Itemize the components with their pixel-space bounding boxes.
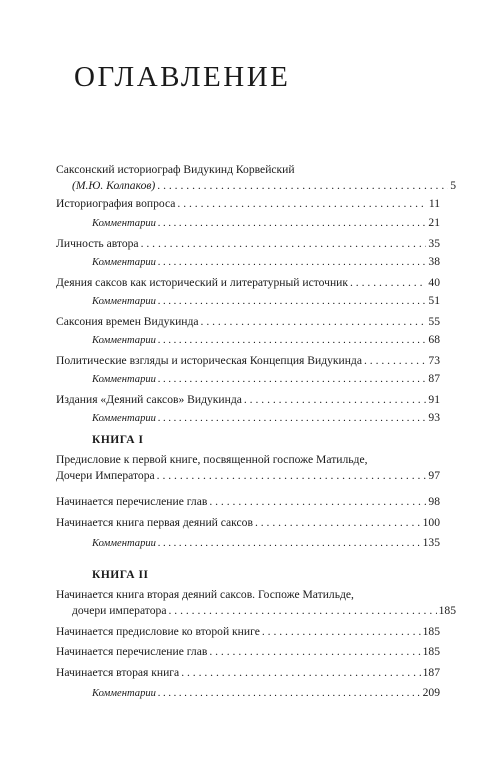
toc-entry[interactable]: [56, 452, 440, 483]
page-number: 135: [422, 536, 440, 549]
toc-entry-title: Историография вопроса: [56, 197, 176, 210]
toc-entry-row: [56, 665, 440, 680]
dot-leader: [141, 236, 427, 251]
toc-entry-row: [92, 410, 440, 426]
toc-entry-title: Личность автора: [56, 237, 139, 250]
toc-entry[interactable]: [56, 587, 456, 618]
toc-entry-row: [92, 535, 440, 551]
dot-leader: [244, 392, 427, 407]
toc-entry-row: [56, 236, 440, 251]
toc-entry-title-line: Начинается книга вторая деяний саксов. Госпоже Матильде,: [56, 588, 354, 601]
toc-entry-title: Начинается перечисление глав: [56, 645, 208, 658]
toc-entry-title: Комментарии: [92, 374, 156, 385]
toc-entry[interactable]: [56, 644, 440, 659]
toc-entry-title: Комментарии: [92, 218, 156, 229]
page-number: 100: [422, 516, 440, 529]
page-number: 21: [428, 216, 440, 229]
page-number: 187: [422, 666, 440, 679]
toc-entry-title: Комментарии: [92, 296, 156, 307]
toc-entry-row: [56, 314, 440, 329]
toc-entry-row: [56, 392, 440, 407]
dot-leader: [168, 603, 436, 618]
toc-entry-title: Комментарии: [92, 413, 156, 424]
toc-entry-title: Деяния саксов как исторический и литературный источник: [56, 276, 348, 289]
toc-entry-row: [56, 275, 440, 290]
toc-entry-title: Начинается перечисление глав: [56, 495, 208, 508]
toc-entry-title: Дочери Императора: [56, 469, 155, 482]
toc-entry-row: [56, 603, 456, 618]
page-number: 68: [428, 333, 440, 346]
page-number: 185: [438, 604, 456, 617]
dot-leader: [364, 353, 426, 368]
toc-entry-row: [56, 196, 440, 211]
dot-leader: [255, 515, 421, 530]
toc-entry-title: Комментарии: [92, 688, 156, 699]
page-number: 98: [428, 495, 440, 508]
dot-leader: [158, 536, 421, 551]
toc-entry[interactable]: [56, 665, 440, 680]
toc-entry[interactable]: [56, 275, 440, 290]
page-number: 40: [428, 276, 440, 289]
toc-entry-row: [92, 215, 440, 231]
page-number: 5: [450, 179, 456, 192]
toc-entry-row: [92, 293, 440, 309]
toc-entry[interactable]: [56, 353, 440, 368]
toc-entry[interactable]: [56, 515, 440, 530]
toc-entry-title: Саксония времен Видукинда: [56, 315, 199, 328]
toc-entry[interactable]: [56, 196, 440, 211]
toc-entry[interactable]: [56, 494, 440, 509]
page-number: 51: [428, 294, 440, 307]
toc-entry[interactable]: [56, 162, 456, 193]
toc-entry-row: [92, 371, 440, 387]
dot-leader: [158, 686, 421, 701]
toc-entry[interactable]: [56, 236, 440, 251]
toc-entry-comments[interactable]: [56, 685, 440, 701]
toc-entry-row: [92, 254, 440, 270]
toc-entry-title: Начинается вторая книга: [56, 666, 180, 679]
dot-leader: [181, 665, 420, 680]
toc-entry-comments[interactable]: [56, 535, 440, 551]
toc-entry-title-line: Предисловие к первой книге, посвященной госпоже Матильде,: [56, 453, 368, 466]
dot-leader: [158, 411, 426, 426]
toc-entry-row: [56, 515, 440, 530]
page-title: ОГЛАВЛЕНИЕ: [74, 61, 291, 93]
page-number: 185: [422, 625, 440, 638]
dot-leader: [177, 196, 426, 211]
toc-entry-row: [56, 353, 440, 368]
dot-leader: [158, 372, 426, 387]
toc-entry-title: Начинается предисловие ко второй книге: [56, 625, 260, 638]
dot-leader: [158, 333, 426, 348]
dot-leader: [158, 255, 426, 270]
toc-entry-title: Издания «Деяний саксов» Видукинда: [56, 393, 242, 406]
toc-entry-title: Начинается книга первая деяний саксов: [56, 516, 253, 529]
book-heading: КНИГА I: [92, 434, 144, 446]
page-number: 185: [422, 645, 440, 658]
toc-entry-row: [92, 332, 440, 348]
dot-leader: [158, 294, 426, 309]
page-number: 35: [428, 237, 440, 250]
page-number: 91: [428, 393, 440, 406]
dot-leader: [157, 468, 427, 483]
toc-entry-title: Комментарии: [92, 335, 156, 346]
toc-entry-title: (М.Ю. Колпаков): [72, 179, 156, 192]
toc-entry-row: [56, 178, 456, 193]
toc-entry[interactable]: [56, 624, 440, 639]
toc-entry-comments[interactable]: [56, 410, 440, 426]
toc-entry-row: [92, 685, 440, 701]
toc-entry[interactable]: [56, 314, 440, 329]
toc-entry-title: дочери императора: [72, 604, 167, 617]
toc-entry-row: [56, 468, 440, 483]
page-number: 209: [422, 686, 440, 699]
toc-entry-comments[interactable]: [56, 371, 440, 387]
toc-entry-title: Комментарии: [92, 538, 156, 549]
dot-leader: [157, 178, 448, 193]
page-number: 93: [428, 411, 440, 424]
dot-leader: [350, 275, 426, 290]
toc-entry-row: [56, 624, 440, 639]
toc-entry-comments[interactable]: [56, 254, 440, 270]
page-number: 38: [428, 255, 440, 268]
toc-entry-row: [56, 644, 440, 659]
page-number: 97: [428, 469, 440, 482]
toc-entry-title: Политические взгляды и историческая Концепция Видукинда: [56, 354, 362, 367]
toc-entry-comments[interactable]: [56, 293, 440, 309]
page-number: 87: [428, 372, 440, 385]
toc-entry[interactable]: [56, 392, 440, 407]
dot-leader: [209, 644, 420, 659]
page-number: 55: [428, 315, 440, 328]
toc-entry-title-line: Саксонский историограф Видукинд Корвейский: [56, 163, 295, 176]
book-heading: КНИГА II: [92, 569, 149, 581]
dot-leader: [201, 314, 427, 329]
page-number: 11: [428, 197, 440, 210]
dot-leader: [158, 216, 426, 231]
dot-leader: [209, 494, 426, 509]
toc-entry-comments[interactable]: [56, 215, 440, 231]
toc-entry-row: [56, 494, 440, 509]
toc-entry-title: Комментарии: [92, 257, 156, 268]
toc-entry-comments[interactable]: [56, 332, 440, 348]
page-number: 73: [428, 354, 440, 367]
dot-leader: [262, 624, 421, 639]
